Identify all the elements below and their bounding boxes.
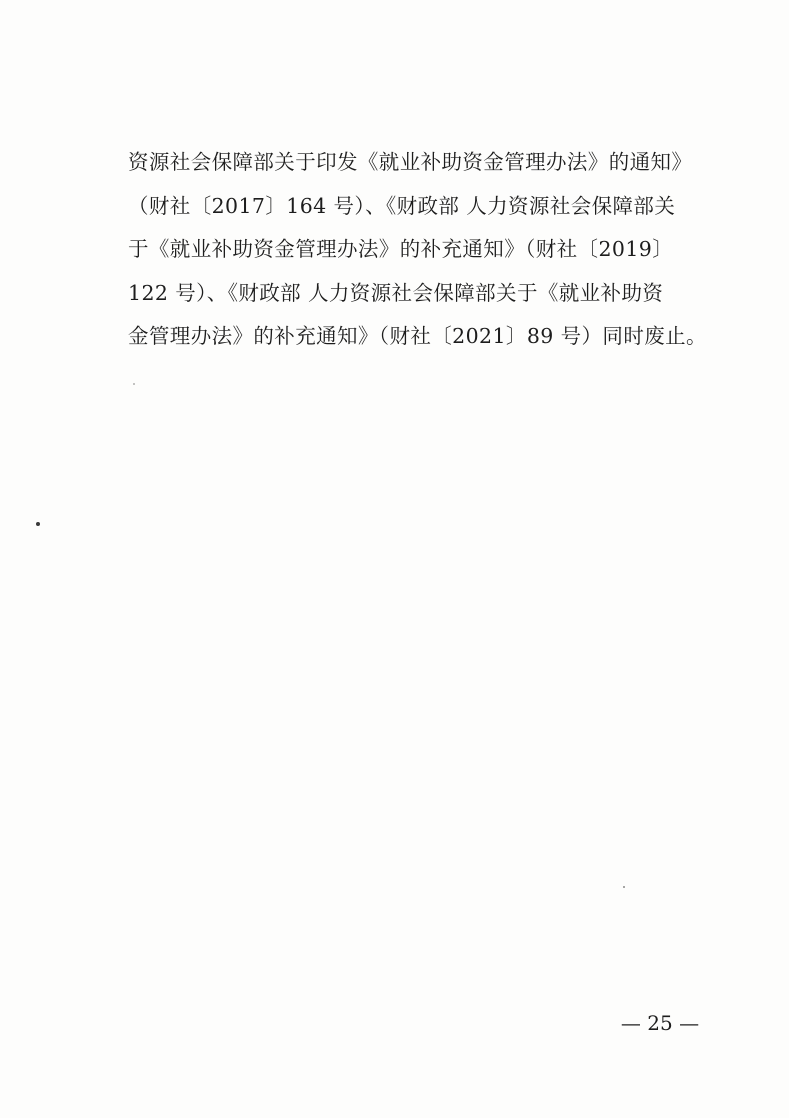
body-paragraph [128,141,707,359]
paragraph-line: 资源社会保障部关于印发《就业补助资金管理办法》的通知》 [128,150,693,174]
paragraph-line: 122 号）、《财政部 人力资源社会保障部关于《就业补助资 [128,280,664,305]
paragraph-line: 金管理办法》的补充通知》（财社〔2021〕89 号）同时废止。 [128,324,707,348]
scan-speck [623,886,625,888]
scan-speck [36,522,40,526]
page-number: — 25 — [620,1011,700,1035]
paragraph-line: （财社〔2017〕164 号）、《财政部 人力资源社会保障部关 [128,193,676,218]
scan-speck [133,383,135,385]
paragraph-line: 于《就业补助资金管理办法》的补充通知》（财社〔2019〕 [128,237,674,261]
